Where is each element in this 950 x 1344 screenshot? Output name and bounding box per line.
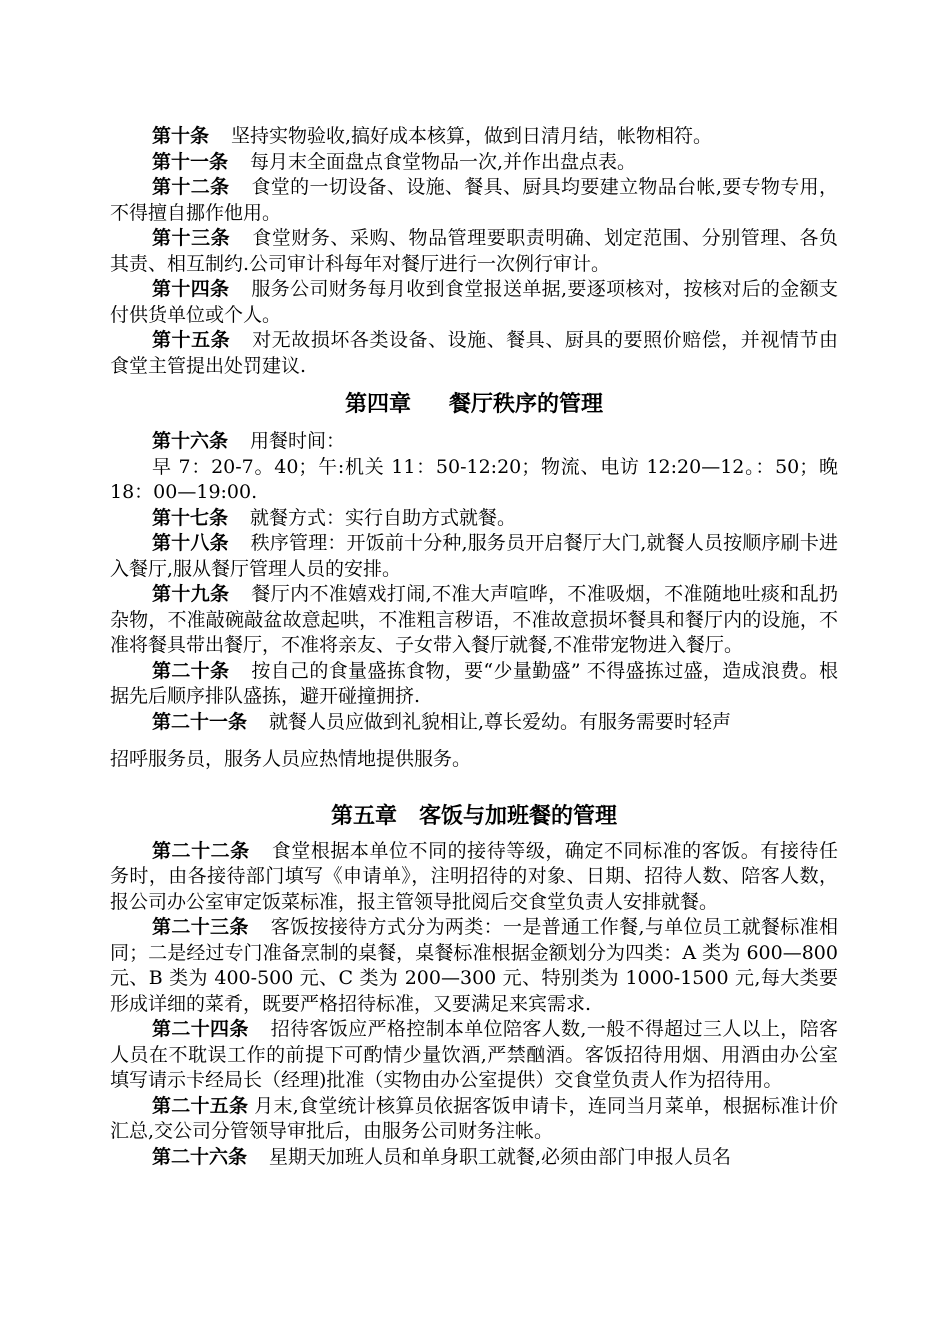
article-text: 就餐人员应做到礼貌相让,尊长爱幼。有服务需要时轻声: [269, 710, 732, 733]
chapter-title: 客饭与加班餐的管理: [419, 803, 618, 829]
article-21: [110, 710, 838, 736]
article-14: [110, 277, 838, 328]
article-text: 餐厅内不准嬉戏打闹,不准大声喧哗，不准吸烟，不准随地吐痰和乱扔杂物，不准敲碗敲盆故意起哄，不准粗言秽语，不准故意损坏餐具和餐厅内的设施，不准将餐具带出餐厅，不准将亲友、子女带入餐厅就餐,不准带宠物进入餐厅。: [110, 583, 838, 656]
article-19: [110, 582, 838, 659]
article-label: 第二十一条: [152, 710, 248, 733]
article-label: 第十八条: [152, 532, 229, 554]
article-text: 服务公司财务每月收到食堂报送单据,要逐项核对，按核对后的金额支付供货单位或个人。: [110, 278, 838, 326]
article-label: 第十三条: [152, 227, 231, 249]
article-text: 星期天加班人员和单身职工就餐,必须由部门申报人员名: [269, 1145, 732, 1168]
article-text: 坚持实物验收,搞好成本核算，做到日清月结，帐物相符。: [231, 125, 713, 147]
article-label: 第二十六条: [152, 1145, 248, 1168]
chapter-number: 第五章: [330, 803, 397, 829]
article-label: 第二十四条: [152, 1018, 249, 1040]
article-label: 第十七条: [152, 506, 229, 529]
article-20: [110, 659, 838, 710]
article-label: 第二十五条: [152, 1094, 249, 1117]
article-label: 第十四条: [152, 278, 230, 300]
article-15: [110, 328, 838, 379]
article-text: 对无故损坏各类设备、设施、餐具、厨具的要照价赔偿，并视情节由食堂主管提出处罚建议.: [110, 329, 838, 377]
article-17: [110, 506, 838, 532]
chapter-4-heading: [110, 389, 838, 421]
article-label: 第十五条: [152, 329, 231, 351]
article-text: 招待客饭应严格控制本单位陪客人数,一般不得超过三人以上，陪客人员在不耽误工作的前提下可酌情少量饮酒,严禁酗酒。客饭招待用烟、用酒由办公室填写请示卡经局长（经理)批准（实物由办公室提供）交食堂负责人作为招待用。: [110, 1018, 838, 1091]
article-10: [110, 124, 838, 150]
article-text: 食堂根据本单位不同的接待等级，确定不同标准的客饭。有接待任务时，由各接待部门填写《申请单》，注明招待的对象、日期、招待人数、陪客人数，报公司办公室审定饭菜标准，报主管领导批阅后交食堂负责人安排就餐。: [110, 839, 838, 913]
article-24: [110, 1017, 838, 1094]
article-25: [110, 1094, 838, 1145]
meal-times: 早 7：20-7。40；午:机关 11：50-12:20；物流、电访 12:20—12。：50；晚 18：00—19:00.: [110, 455, 838, 503]
article-label: 第二十二条: [152, 839, 250, 862]
document-page: [110, 124, 838, 1170]
article-11: [110, 150, 838, 176]
article-text: 就餐方式：实行自助方式就餐。: [250, 506, 517, 529]
article-16: [110, 429, 838, 455]
chapter-title: 餐厅秩序的管理: [449, 392, 604, 417]
article-text: 用餐时间：: [250, 430, 346, 452]
article-label: 第十一条: [152, 150, 229, 173]
article-12: [110, 175, 838, 226]
article-21-continued: 招呼服务员，服务人员应热情地提供服务。: [110, 748, 472, 770]
article-text: 食堂财务、采购、物品管理要职责明确、划定范围、分别管理、各负其责、相互制约.公司审计科每年对餐厅进行一次例行审计。: [110, 227, 838, 275]
article-text: 客饭按接待方式分为两类：一是普通工作餐,与单位员工就餐标准相同；二是经过专门准备烹制的桌餐，桌餐标准根据金额划分为四类：A 类为 600—800 元、B 类为 400-500 元、C 类为 200—300 元、特别类为 1000-1500 元,每大类要形成详细的菜肴，既要严格招待标准，又要满足来宾需求.: [110, 916, 838, 1015]
article-text: 每月末全面盘点食堂物品一次,并作出盘点表。: [250, 150, 637, 173]
chapter-number: 第四章: [344, 392, 411, 417]
article-label: 第十九条: [152, 583, 230, 605]
article-text: 食堂的一切设备、设施、餐具、厨具均要建立物品台帐,要专物专用，不得擅自挪作他用。: [110, 176, 838, 224]
article-label: 第二十三条: [152, 916, 249, 938]
article-text: 按自己的食量盛拣食物，要“少量勤盛” 不得盛拣过盛，造成浪费。根据先后顺序排队盛拣，避开碰撞拥挤.: [110, 659, 838, 707]
article-label: 第十条: [152, 125, 210, 147]
article-text: 月末,食堂统计核算员依据客饭申请卡，连同当月菜单，根据标准计价汇总,交公司分管领导审批后，由服务公司财务注帐。: [110, 1094, 838, 1142]
article-label: 第二十条: [152, 659, 230, 682]
article-label: 第十六条: [152, 430, 229, 452]
article-text: 秩序管理：开饭前十分种,服务员开启餐厅大门,就餐人员按顺序刷卡进入餐厅,服从餐厅管理人员的安排。: [110, 532, 838, 580]
article-18: [110, 531, 838, 582]
article-13: [110, 226, 838, 277]
chapter-5-heading: [110, 801, 838, 833]
article-label: 第十二条: [152, 176, 230, 198]
article-26: [110, 1145, 838, 1171]
article-23: [110, 915, 838, 1017]
article-22: [110, 839, 838, 916]
